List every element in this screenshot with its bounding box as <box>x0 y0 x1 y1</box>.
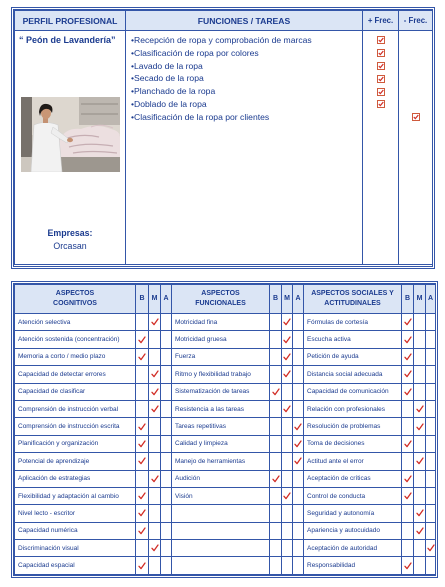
cognitive-aspect-label: Aplicación de estrategias <box>15 470 136 487</box>
check-mark-icon <box>138 527 146 535</box>
social-level-a-cell <box>426 331 436 348</box>
cognitive-level-b-cell <box>136 418 149 435</box>
cognitive-aspect-label: Discriminación visual <box>15 540 136 557</box>
check-mark-icon <box>151 405 159 413</box>
social-aspect-label: Capacidad de comunicación <box>304 383 402 400</box>
functional-level-b-cell <box>270 400 282 417</box>
aspect-row <box>15 348 436 365</box>
check-mark-icon <box>151 544 159 552</box>
more-freq-mark <box>363 111 398 124</box>
functional-level-a-cell <box>293 487 304 504</box>
functional-level-m-cell <box>282 331 293 348</box>
social-level-a-cell <box>426 470 436 487</box>
check-mark-icon <box>138 509 146 517</box>
cognitive-level-a-cell <box>161 383 172 400</box>
social-scale-m-header: M <box>414 285 426 314</box>
cognitive-level-m-cell <box>149 505 161 522</box>
social-aspect-label: Escucha activa <box>304 331 402 348</box>
social-level-m-cell <box>414 331 426 348</box>
cognitive-level-m-cell <box>149 418 161 435</box>
social-level-m-cell <box>414 418 426 435</box>
check-mark-icon <box>138 336 146 344</box>
check-mark-icon <box>294 457 302 465</box>
check-mark-icon <box>404 492 412 500</box>
functional-level-b-cell <box>270 383 282 400</box>
more-freq-mark <box>363 85 398 98</box>
functional-level-b-cell <box>270 522 282 539</box>
social-level-m-cell <box>414 522 426 539</box>
functional-level-b-cell <box>270 435 282 452</box>
functional-level-a-cell <box>293 470 304 487</box>
functional-level-m-cell <box>282 505 293 522</box>
cognitive-level-b-cell <box>136 557 149 574</box>
task-item: •Doblado de la ropa <box>131 98 207 109</box>
social-level-m-cell <box>414 453 426 470</box>
cognitive-level-a-cell <box>161 470 172 487</box>
aspect-row <box>15 383 436 400</box>
social-aspect-label: Actitud ante el error <box>304 453 402 470</box>
cognitive-level-a-cell <box>161 331 172 348</box>
social-level-b-cell <box>402 418 414 435</box>
aspects-header-row <box>15 285 436 314</box>
more-freq-mark <box>363 34 398 47</box>
social-level-b-cell <box>402 540 414 557</box>
aspect-row <box>15 453 436 470</box>
social-level-m-cell <box>414 557 426 574</box>
aspect-row <box>15 487 436 504</box>
social-aspect-label: Control de conducta <box>304 487 402 504</box>
functional-level-b-cell <box>270 418 282 435</box>
social-aspect-label: Seguridad y autonomía <box>304 505 402 522</box>
social-level-b-cell <box>402 505 414 522</box>
check-mark-icon <box>416 405 424 413</box>
cognitive-level-a-cell <box>161 487 172 504</box>
cognitive-level-b-cell <box>136 505 149 522</box>
cognitive-aspect-label: Flexibilidad y adaptación al cambio <box>15 487 136 504</box>
cognitive-level-m-cell <box>149 435 161 452</box>
checked-box-icon <box>412 113 420 121</box>
functional-level-m-cell <box>282 470 293 487</box>
social-scale-b-header: B <box>402 285 414 314</box>
functional-header: ASPECTOS FUNCIONALES <box>172 285 270 314</box>
social-level-b-cell <box>402 522 414 539</box>
cognitive-scale-m-header: M <box>149 285 161 314</box>
check-mark-icon <box>283 370 291 378</box>
social-header: ASPECTOS SOCIALES Y ACTITUDINALES <box>304 285 402 314</box>
check-mark-icon <box>138 562 146 570</box>
more-freq-mark <box>363 60 398 73</box>
social-level-m-cell <box>414 314 426 331</box>
social-level-a-cell <box>426 557 436 574</box>
cognitive-level-b-cell <box>136 487 149 504</box>
social-level-b-cell <box>402 453 414 470</box>
social-scale-a-header: A <box>426 285 436 314</box>
cognitive-level-b-cell <box>136 366 149 383</box>
cognitive-level-a-cell <box>161 453 172 470</box>
social-aspect-label: Aceptación de autoridad <box>304 540 402 557</box>
cognitive-level-m-cell <box>149 557 161 574</box>
check-mark-icon <box>416 527 424 535</box>
cognitive-aspect-label: Capacidad de detectar errores <box>15 366 136 383</box>
social-aspect-label: Fórmulas de cortesía <box>304 314 402 331</box>
cognitive-header: ASPECTOS COGNITIVOS <box>15 285 136 314</box>
task-item: •Clasificación de ropa por colores <box>131 47 259 58</box>
social-level-b-cell <box>402 314 414 331</box>
cognitive-level-a-cell <box>161 522 172 539</box>
functional-level-m-cell <box>282 383 293 400</box>
cognitive-level-a-cell <box>161 418 172 435</box>
social-level-a-cell <box>426 400 436 417</box>
task-list <box>126 31 362 124</box>
check-mark-icon <box>404 370 412 378</box>
functional-level-m-cell <box>282 348 293 365</box>
less-freq-mark <box>399 111 432 124</box>
aspect-row <box>15 435 436 452</box>
social-level-a-cell <box>426 522 436 539</box>
more-freq-mark <box>363 98 398 111</box>
social-level-m-cell <box>414 400 426 417</box>
cognitive-aspect-label: Nivel lecto - escritor <box>15 505 136 522</box>
companies-label: Empresas: <box>47 228 93 238</box>
check-mark-icon <box>283 336 291 344</box>
checked-box-icon <box>377 62 385 70</box>
cognitive-level-b-cell <box>136 400 149 417</box>
functional-level-a-cell <box>293 522 304 539</box>
social-level-b-cell <box>402 487 414 504</box>
social-aspect-label: Distancia social adecuada <box>304 366 402 383</box>
social-aspect-label: Responsabilidad <box>304 557 402 574</box>
aspect-row <box>15 418 436 435</box>
check-mark-icon <box>404 318 412 326</box>
functional-level-m-cell <box>282 522 293 539</box>
check-mark-icon <box>138 440 146 448</box>
less-freq-mark <box>399 98 432 111</box>
functional-level-a-cell <box>293 418 304 435</box>
social-level-b-cell <box>402 383 414 400</box>
functional-level-a-cell <box>293 505 304 522</box>
company-name: Orcasan <box>53 241 87 251</box>
check-mark-icon <box>283 405 291 413</box>
aspect-row <box>15 540 436 557</box>
functional-aspect-label: Manejo de herramientas <box>172 453 270 470</box>
check-mark-icon <box>283 492 291 500</box>
cognitive-aspect-label: Atención sostenida (concentración) <box>15 331 136 348</box>
functional-aspect-label <box>172 505 270 522</box>
aspect-row <box>15 400 436 417</box>
functional-aspect-label: Sistematización de tareas <box>172 383 270 400</box>
functional-aspect-label: Resistencia a las tareas <box>172 400 270 417</box>
profile-body-row <box>15 31 433 265</box>
social-level-a-cell <box>426 435 436 452</box>
functional-level-a-cell <box>293 366 304 383</box>
check-mark-icon <box>294 440 302 448</box>
social-level-b-cell <box>402 400 414 417</box>
social-level-a-cell <box>426 314 436 331</box>
cognitive-level-m-cell <box>149 470 161 487</box>
check-mark-icon <box>138 423 146 431</box>
functional-level-b-cell <box>270 366 282 383</box>
cognitive-level-m-cell <box>149 314 161 331</box>
aspect-row <box>15 366 436 383</box>
check-mark-icon <box>294 423 302 431</box>
social-level-b-cell <box>402 366 414 383</box>
aspect-row <box>15 314 436 331</box>
functional-level-m-cell <box>282 453 293 470</box>
more-frequent-cell <box>363 31 399 265</box>
cognitive-level-m-cell <box>149 522 161 539</box>
functional-level-m-cell <box>282 366 293 383</box>
social-level-m-cell <box>414 470 426 487</box>
functional-level-m-cell <box>282 435 293 452</box>
aspects-table <box>11 281 438 578</box>
functional-level-a-cell <box>293 383 304 400</box>
cognitive-level-a-cell <box>161 505 172 522</box>
cognitive-level-m-cell <box>149 453 161 470</box>
cognitive-level-m-cell <box>149 487 161 504</box>
functional-level-b-cell <box>270 487 282 504</box>
functional-aspect-label: Fuerza <box>172 348 270 365</box>
functional-aspect-label: Audición <box>172 470 270 487</box>
functional-level-a-cell <box>293 557 304 574</box>
social-level-a-cell <box>426 348 436 365</box>
cognitive-level-b-cell <box>136 453 149 470</box>
cognitive-level-m-cell <box>149 540 161 557</box>
professional-profile-table <box>11 7 435 269</box>
cognitive-aspect-label: Planificación y organización <box>15 435 136 452</box>
task-item: •Recepción de ropa y comprobación de marcas <box>131 35 312 45</box>
checked-box-icon <box>377 49 385 57</box>
aspect-row <box>15 522 436 539</box>
check-mark-icon <box>416 423 424 431</box>
functional-level-a-cell <box>293 400 304 417</box>
aspect-row <box>15 505 436 522</box>
social-level-b-cell <box>402 470 414 487</box>
cognitive-aspect-label: Potencial de aprendizaje <box>15 453 136 470</box>
social-level-m-cell <box>414 383 426 400</box>
functional-aspect-label <box>172 522 270 539</box>
job-title: “ Peón de Lavandería” <box>19 35 116 45</box>
social-aspect-label: Aceptación de críticas <box>304 470 402 487</box>
cognitive-aspect-label: Atención selectiva <box>15 314 136 331</box>
check-mark-icon <box>151 388 159 396</box>
cognitive-level-b-cell <box>136 314 149 331</box>
cognitive-level-a-cell <box>161 540 172 557</box>
less-frequent-header: - Frec. <box>399 11 433 31</box>
social-level-m-cell <box>414 487 426 504</box>
functional-level-a-cell <box>293 348 304 365</box>
functional-aspect-label: Motricidad gruesa <box>172 331 270 348</box>
check-mark-icon <box>283 353 291 361</box>
functional-level-a-cell <box>293 435 304 452</box>
functional-aspect-label <box>172 557 270 574</box>
social-level-a-cell <box>426 453 436 470</box>
social-level-a-cell <box>426 505 436 522</box>
check-mark-icon <box>138 457 146 465</box>
cognitive-level-b-cell <box>136 331 149 348</box>
cognitive-level-a-cell <box>161 400 172 417</box>
functional-level-b-cell <box>270 557 282 574</box>
checked-box-icon <box>377 100 385 108</box>
aspect-row <box>15 470 436 487</box>
social-level-b-cell <box>402 331 414 348</box>
more-freq-mark <box>363 72 398 85</box>
cognitive-level-b-cell <box>136 348 149 365</box>
functional-aspect-label: Visión <box>172 487 270 504</box>
profile-cell <box>15 31 126 265</box>
check-mark-icon <box>427 544 435 552</box>
social-aspect-label: Resolución de problemas <box>304 418 402 435</box>
functional-scale-b-header: B <box>270 285 282 314</box>
less-freq-mark <box>399 85 432 98</box>
checked-box-icon <box>377 88 385 96</box>
social-level-a-cell <box>426 418 436 435</box>
functional-level-m-cell <box>282 400 293 417</box>
social-level-a-cell <box>426 383 436 400</box>
cognitive-level-b-cell <box>136 383 149 400</box>
social-level-a-cell <box>426 487 436 504</box>
profile-header-row <box>15 11 433 31</box>
functional-level-b-cell <box>270 331 282 348</box>
cognitive-level-b-cell <box>136 470 149 487</box>
task-item: •Planchado de la ropa <box>131 86 216 97</box>
cognitive-level-b-cell <box>136 435 149 452</box>
more-freq-column <box>363 31 398 124</box>
check-mark-icon <box>272 388 280 396</box>
social-level-b-cell <box>402 348 414 365</box>
functional-aspect-label: Calidad y limpieza <box>172 435 270 452</box>
check-mark-icon <box>416 509 424 517</box>
cognitive-level-a-cell <box>161 435 172 452</box>
cognitive-level-m-cell <box>149 348 161 365</box>
functional-level-a-cell <box>293 314 304 331</box>
functional-scale-m-header: M <box>282 285 293 314</box>
more-freq-mark <box>363 47 398 60</box>
aspects-body <box>15 314 436 575</box>
checked-box-icon <box>377 75 385 83</box>
check-mark-icon <box>416 457 424 465</box>
social-level-m-cell <box>414 505 426 522</box>
social-level-m-cell <box>414 366 426 383</box>
check-mark-icon <box>151 318 159 326</box>
social-level-b-cell <box>402 435 414 452</box>
social-aspect-label: Toma de decisiones <box>304 435 402 452</box>
less-freq-mark <box>399 72 432 85</box>
check-mark-icon <box>404 353 412 361</box>
social-level-b-cell <box>402 557 414 574</box>
functional-level-a-cell <box>293 331 304 348</box>
check-mark-icon <box>404 388 412 396</box>
social-level-m-cell <box>414 348 426 365</box>
cognitive-level-a-cell <box>161 366 172 383</box>
cognitive-level-b-cell <box>136 540 149 557</box>
cognitive-aspect-label: Comprensión de instrucción verbal <box>15 400 136 417</box>
functional-level-m-cell <box>282 314 293 331</box>
task-item: •Secado de la ropa <box>131 73 204 84</box>
task-item: •Lavado de la ropa <box>131 60 203 71</box>
cognitive-aspect-label: Capacidad de clasificar <box>15 383 136 400</box>
cognitive-aspect-label: Comprensión de instrucción escrita <box>15 418 136 435</box>
functional-level-b-cell <box>270 314 282 331</box>
functional-aspect-label: Motricidad fina <box>172 314 270 331</box>
cognitive-aspect-label: Memoria a corto / medio plazo <box>15 348 136 365</box>
cognitive-level-a-cell <box>161 557 172 574</box>
functional-level-a-cell <box>293 540 304 557</box>
checked-box-icon <box>377 36 385 44</box>
tasks-cell <box>126 31 363 265</box>
cognitive-level-m-cell <box>149 331 161 348</box>
cognitive-level-m-cell <box>149 400 161 417</box>
check-mark-icon <box>404 336 412 344</box>
cognitive-scale-a-header: A <box>161 285 172 314</box>
cognitive-scale-b-header: B <box>136 285 149 314</box>
functional-level-b-cell <box>270 505 282 522</box>
less-freq-mark <box>399 47 432 60</box>
functional-level-m-cell <box>282 540 293 557</box>
cognitive-aspect-label: Capacidad numérica <box>15 522 136 539</box>
functional-aspect-label: Tareas repetitivas <box>172 418 270 435</box>
check-mark-icon <box>138 353 146 361</box>
functional-level-b-cell <box>270 453 282 470</box>
cognitive-level-m-cell <box>149 383 161 400</box>
social-aspect-label: Apariencia y autocuidado <box>304 522 402 539</box>
check-mark-icon <box>272 475 280 483</box>
cognitive-aspect-label: Capacidad espacial <box>15 557 136 574</box>
less-freq-mark <box>399 34 432 47</box>
profile-header: PERFIL PROFESIONAL <box>15 11 126 31</box>
functions-header: FUNCIONES / TAREAS <box>126 11 363 31</box>
cognitive-level-a-cell <box>161 314 172 331</box>
less-freq-mark <box>399 60 432 73</box>
check-mark-icon <box>404 440 412 448</box>
functional-aspect-label <box>172 540 270 557</box>
social-level-m-cell <box>414 435 426 452</box>
functional-aspect-label: Ritmo y flexibilidad trabajo <box>172 366 270 383</box>
social-level-a-cell <box>426 366 436 383</box>
functional-level-a-cell <box>293 453 304 470</box>
cognitive-level-a-cell <box>161 348 172 365</box>
functional-scale-a-header: A <box>293 285 304 314</box>
less-freq-column <box>399 31 432 124</box>
functional-level-m-cell <box>282 418 293 435</box>
functional-level-m-cell <box>282 557 293 574</box>
check-mark-icon <box>404 562 412 570</box>
check-mark-icon <box>283 318 291 326</box>
functional-level-m-cell <box>282 487 293 504</box>
social-level-a-cell <box>426 540 436 557</box>
check-mark-icon <box>151 475 159 483</box>
more-frequent-header: + Frec. <box>363 11 399 31</box>
social-level-m-cell <box>414 540 426 557</box>
check-mark-icon <box>404 475 412 483</box>
functional-level-b-cell <box>270 540 282 557</box>
task-item: •Clasificación de la ropa por clientes <box>131 111 270 122</box>
less-frequent-cell <box>399 31 433 265</box>
aspect-row <box>15 557 436 574</box>
check-mark-icon <box>138 492 146 500</box>
check-mark-icon <box>151 370 159 378</box>
social-aspect-label: Relación con profesionales <box>304 400 402 417</box>
worker-photo <box>21 97 120 172</box>
social-aspect-label: Petición de ayuda <box>304 348 402 365</box>
cognitive-level-b-cell <box>136 522 149 539</box>
functional-level-b-cell <box>270 470 282 487</box>
cognitive-level-m-cell <box>149 366 161 383</box>
aspect-row <box>15 331 436 348</box>
functional-level-b-cell <box>270 348 282 365</box>
